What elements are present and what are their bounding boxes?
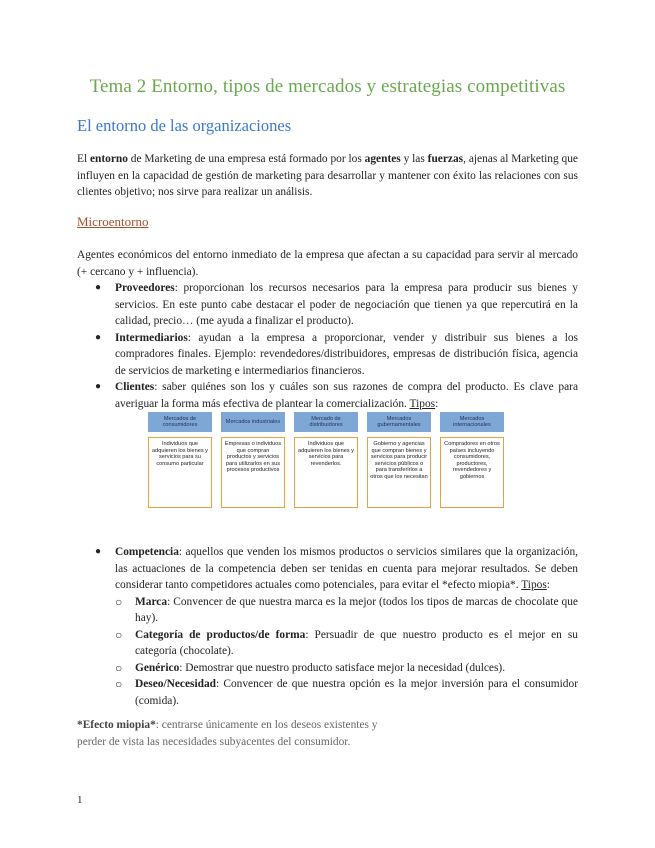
microentorno-list <box>77 280 578 412</box>
list-item: ● Competencia: aquellos que venden los mismos productos o servicios similares que la organización, las actuaciones de la competencia deben ser tenidas en cuenta para mejorar resultados. Se deben considerar tanto competidores actuales como potenciales, para evitar el *efecto miopia*. Tipos: ○ Marca: Convencer de que nuestra marca es la mejor (todos los tipos de marcas de chocolate que hay). ○ Categoría de productos/de forma: Persuadir de que nuestro producto es el mejor en su categoría (chocolate). ○ Genérico: Demostrar que nuestro producto satisface mejor la necesidad (dulces). ○ Deseo/Necesidad: Convencer de que nuestra opción es la mejor inversión para el consumidor (comida). <box>77 544 578 709</box>
list-item: ○ Marca: Convencer de que nuestra marca es la mejor (todos los tipos de marcas de chocolate que hay). <box>115 594 578 627</box>
diagram-column <box>294 412 358 467</box>
diagram-column-header: Mercados internacionales <box>440 412 504 432</box>
section-heading: El entorno de las organizaciones <box>77 116 292 135</box>
market-types-diagram <box>148 412 504 512</box>
diagram-column-header: Mercados de consumidores <box>148 412 212 432</box>
competencia-types-list <box>115 594 578 710</box>
diagram-column-body: Gobierno y agencias que compran bienes y servicios para producir servicios públicos o para transferirlos a otros que los necesitan <box>367 437 431 508</box>
intro-paragraph: El entorno de Marketing de una empresa está formado por los agentes y las fuerzas, ajenas al Marketing que influyen en la capacidad de gestión de marketing para desarrollar y mantener con éxito las relaciones con sus clientes objetivo; nos sirve para realizar un análisis. <box>77 153 578 198</box>
diagram-column-header: Mercado de distribuidores <box>294 412 358 432</box>
list-item: ● Proveedores: proporcionan los recursos necesarios para la empresa para producir sus bienes y servicios. En este punto cabe destacar el poder de negociación que tienen ya que repercutirá en la calidad, precio… (me ayuda a finalizar el producto). <box>77 280 578 330</box>
list-item: ● Clientes: saber quiénes son los y cuáles son sus razones de compra del producto. Es clave para averiguar la forma más efectiva de plantear la comercialización. Tipos: <box>77 379 578 412</box>
list-item: ○ Deseo/Necesidad: Convencer de que nuestra opción es la mejor inversión para el consumidor (comida). <box>115 676 578 709</box>
diagram-column-body: Empresas o individuos que compran productos y servicios para utilizarlos en sus procesos productivos <box>221 437 285 508</box>
diagram-column <box>148 412 212 467</box>
diagram-column <box>440 412 504 480</box>
list-item: ○ Genérico: Demostrar que nuestro producto satisface mejor la necesidad (dulces). <box>115 660 578 677</box>
page-number: 1 <box>77 794 83 806</box>
competencia-list <box>77 544 578 709</box>
diagram-column <box>367 412 431 480</box>
list-item: ○ Categoría de productos/de forma: Persuadir de que nuestro producto es el mejor en su categoría (chocolate). <box>115 627 578 660</box>
diagram-column-body: Compradores en otros países incluyendo consumidores, productores, revendedores y gobiernos <box>440 437 504 508</box>
diagram-column-body: Individuos que adquieren los bienes y servicios para su consumo particular <box>148 437 212 508</box>
list-item: ● Intermediarios: ayudan a la empresa a proporcionar, vender y distribuir sus bienes a los compradores finales. Ejemplo: revendedores/distribuidores, empresas de distribución física, agencia de servicios de marketing e intermediarios financieros. <box>77 330 578 380</box>
footnote: *Efecto miopia*: centrarse únicamente en los deseos existentes y perder de vista las necesidades subyacentes del consumidor. <box>77 719 378 748</box>
diagram-column-header: Mercados industriales <box>221 412 285 432</box>
diagram-column-header: Mercados gubernamentales <box>367 412 431 432</box>
page-title: Tema 2 Entorno, tipos de mercados y estrategias competitivas <box>89 76 566 97</box>
micro-intro-paragraph: Agentes económicos del entorno inmediato de la empresa que afectan a su capacidad para servir al mercado (+ cercano y + influencia). <box>77 249 578 278</box>
subsection-heading: Microentorno <box>77 214 149 229</box>
diagram-column-body: Individuos que adquieren los bienes y servicios para revenderlos. <box>294 437 358 508</box>
diagram-column <box>221 412 285 474</box>
